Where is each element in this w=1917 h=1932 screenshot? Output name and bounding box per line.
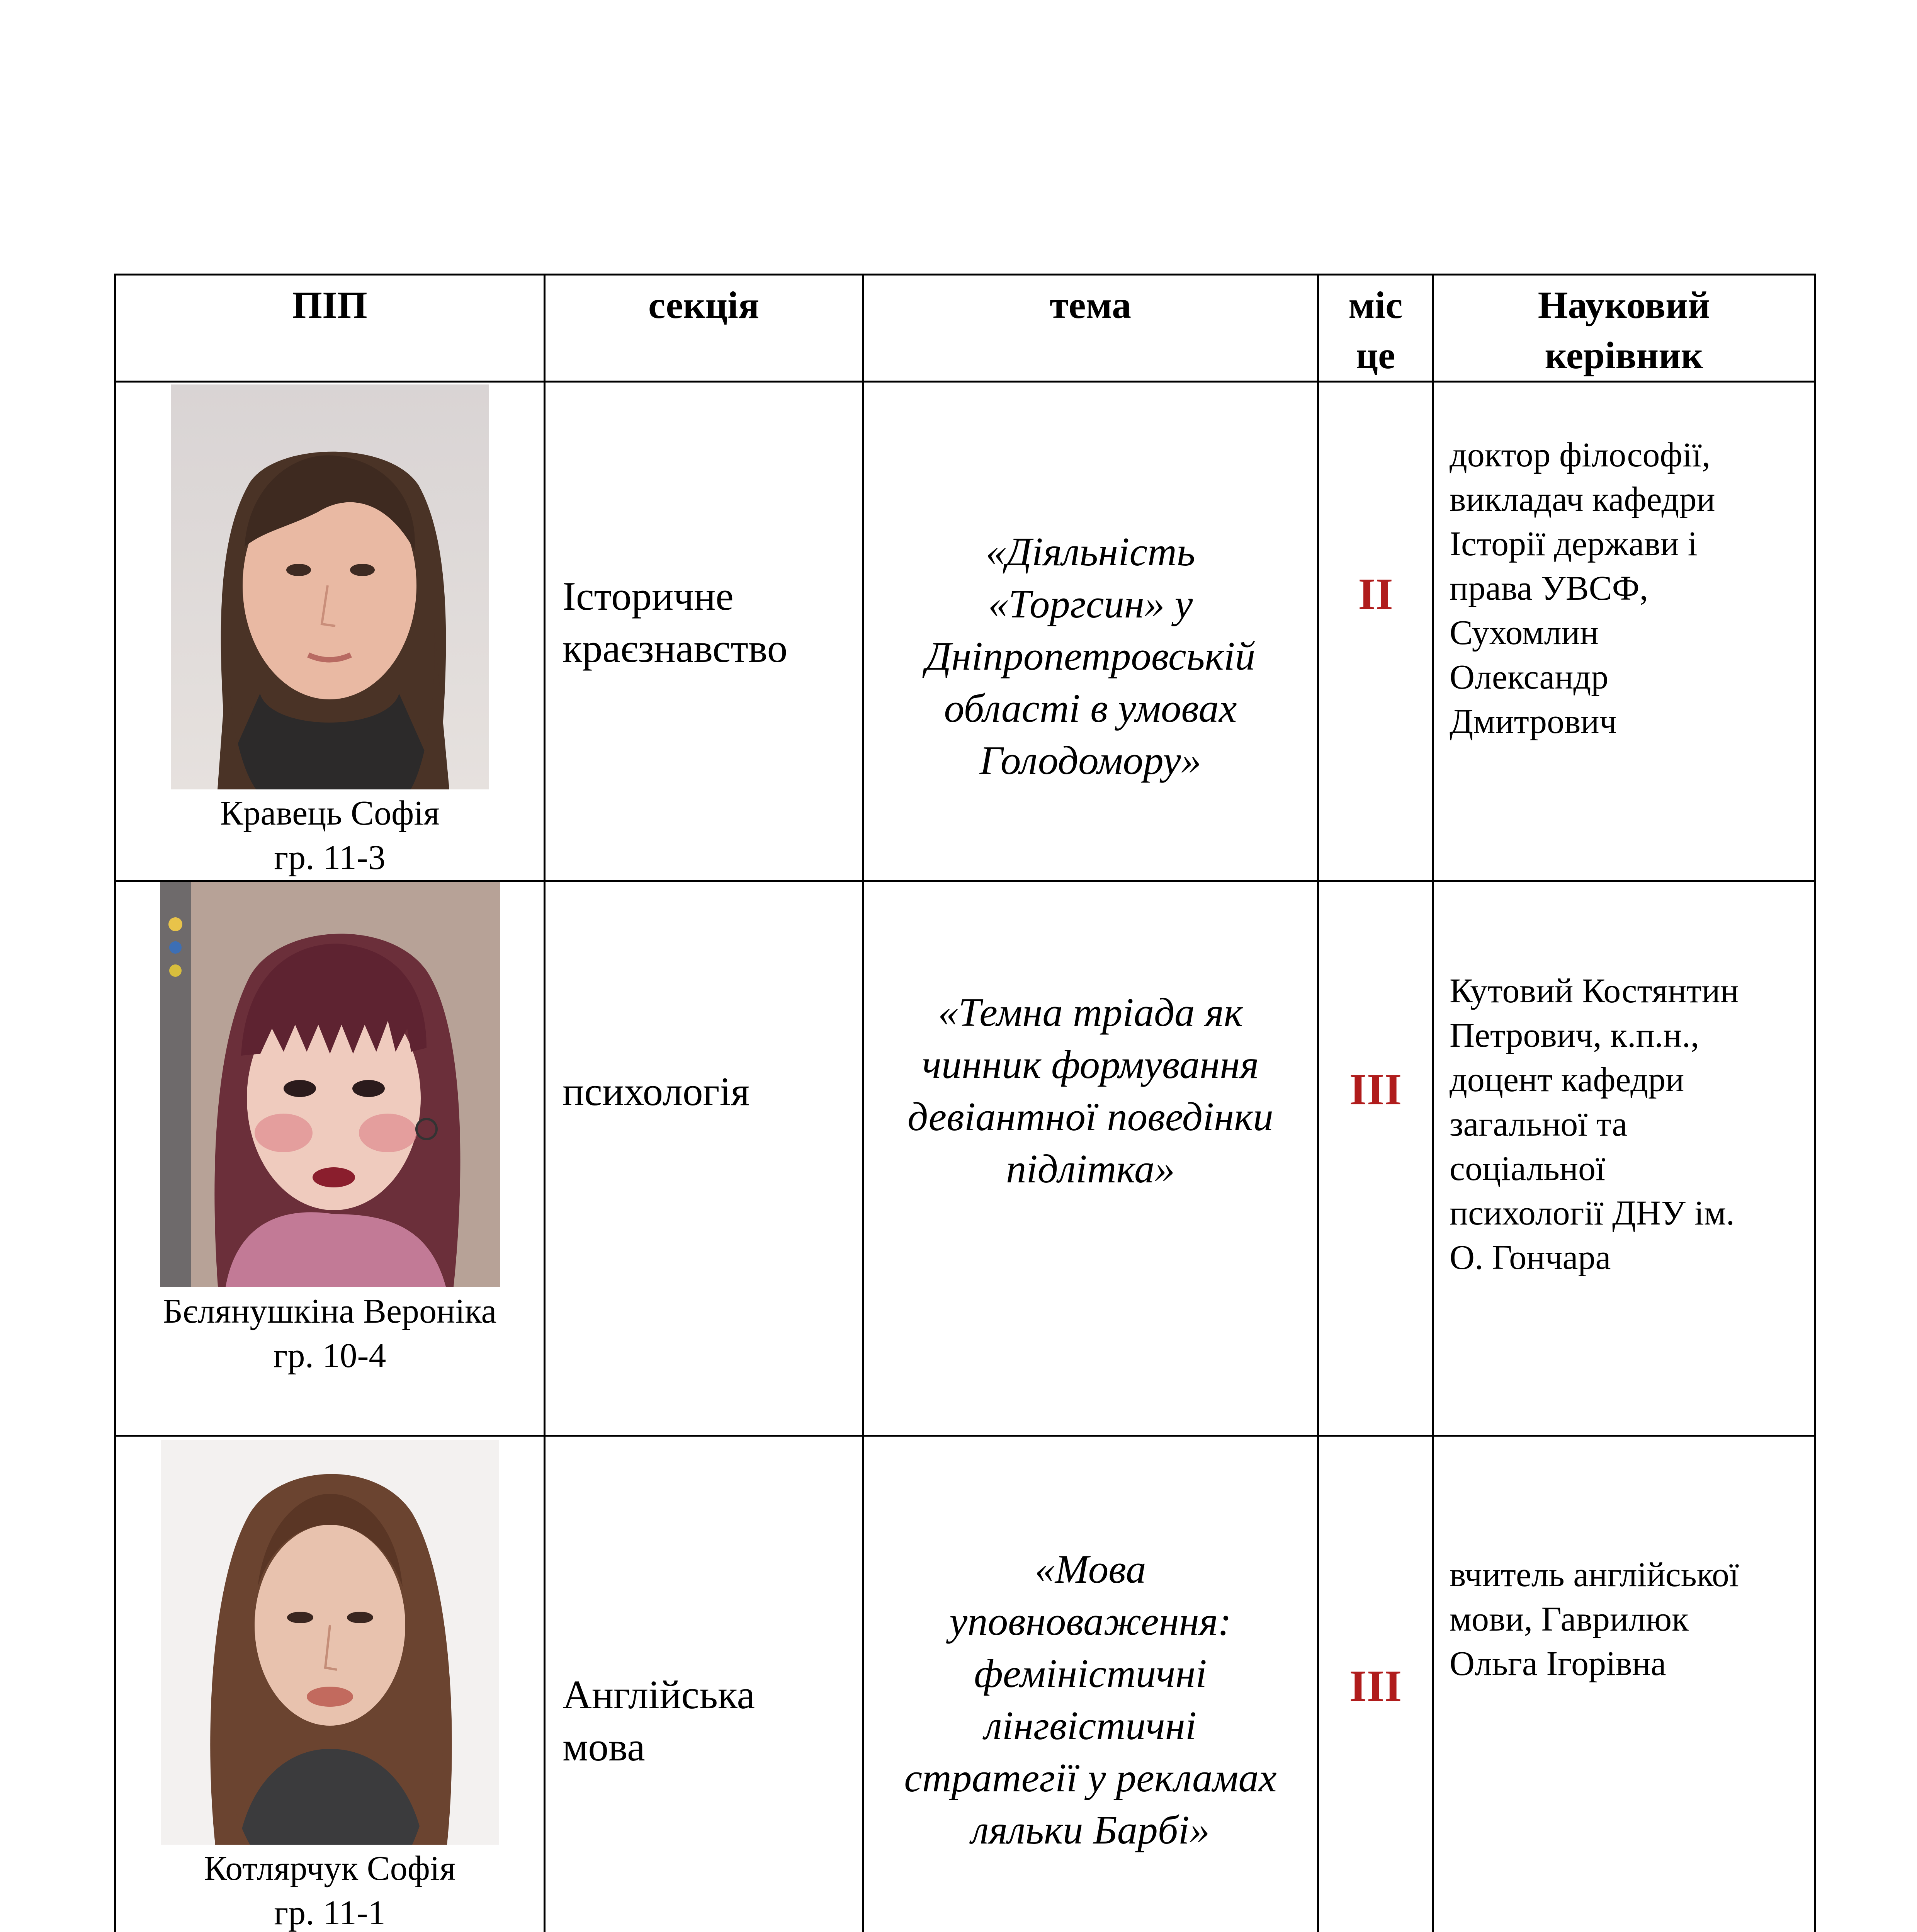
portrait-image xyxy=(161,1440,499,1845)
section-text: мова xyxy=(563,1724,645,1769)
place-value: ІІІ xyxy=(1349,1662,1402,1711)
student-photo xyxy=(160,882,500,1287)
header-place: міс це xyxy=(1318,275,1433,382)
topic-cell xyxy=(863,1436,1318,1932)
section-text: Англійська xyxy=(563,1672,755,1717)
topic-text: «Темна тріада як чинник формування девіантної поведінки підлітка» xyxy=(908,990,1273,1191)
table-row xyxy=(115,1436,1815,1932)
portrait-image xyxy=(160,882,500,1287)
supervisor-cell xyxy=(1433,1436,1815,1932)
portrait-image xyxy=(171,384,489,789)
place-value: ІІІ xyxy=(1349,1065,1402,1114)
student-name: Бєлянушкіна Вероніка xyxy=(163,1292,497,1330)
person-cell xyxy=(115,1436,545,1932)
student-photo xyxy=(171,384,489,789)
section-text: краєзнавство xyxy=(563,626,788,671)
student-group: гр. 10-4 xyxy=(273,1337,386,1375)
topic-text: «Діяльність «Торгсин» у Дніпропетровській області в умовах Голодомору» xyxy=(925,529,1256,783)
student-name: Котлярчук Софія xyxy=(204,1849,456,1888)
header-name: ПІП xyxy=(115,275,545,382)
student-group: гр. 11-3 xyxy=(274,838,386,877)
section-cell xyxy=(545,1436,863,1932)
supervisor-cell xyxy=(1433,881,1815,1436)
student-group: гр. 11-1 xyxy=(274,1894,386,1932)
table-row xyxy=(115,881,1815,1436)
topic-cell xyxy=(863,382,1318,881)
person-cell xyxy=(115,881,545,1436)
section-text: психологія xyxy=(563,1069,750,1114)
table-row xyxy=(115,382,1815,881)
student-name: Кравець Софія xyxy=(220,794,440,832)
header-topic: тема xyxy=(863,275,1318,382)
section-cell xyxy=(545,382,863,881)
supervisor-cell xyxy=(1433,382,1815,881)
section-cell xyxy=(545,881,863,1436)
header-section: секція xyxy=(545,275,863,382)
person-cell xyxy=(115,382,545,881)
section-text: Історичне xyxy=(563,573,734,619)
place-cell xyxy=(1318,1436,1433,1932)
topic-cell xyxy=(863,881,1318,1436)
results-table xyxy=(114,274,1816,1932)
header-supervisor: Науковий керівник xyxy=(1433,275,1815,382)
place-cell xyxy=(1318,382,1433,881)
topic-text: «Мова уповноваження: феміністичні лінгвістичні стратегії у рекламах ляльки Барбі» xyxy=(904,1546,1277,1852)
supervisor-text: вчитель англійської мови, Гаврилюк Ольга Ігорівна xyxy=(1450,1556,1739,1683)
supervisor-text: доктор філософії, викладач кафедри Історії держави і права УВСФ, Сухомлин Олександр Дмитрович xyxy=(1450,436,1715,741)
supervisor-text: Кутовий Костянтин Петрович, к.п.н., доцент кафедри загальної та соціальної психології ДНУ ім. О. Гончара xyxy=(1450,972,1739,1277)
student-photo xyxy=(161,1440,499,1845)
place-value: ІІ xyxy=(1358,570,1393,619)
header-row xyxy=(115,275,1815,382)
place-cell xyxy=(1318,881,1433,1436)
